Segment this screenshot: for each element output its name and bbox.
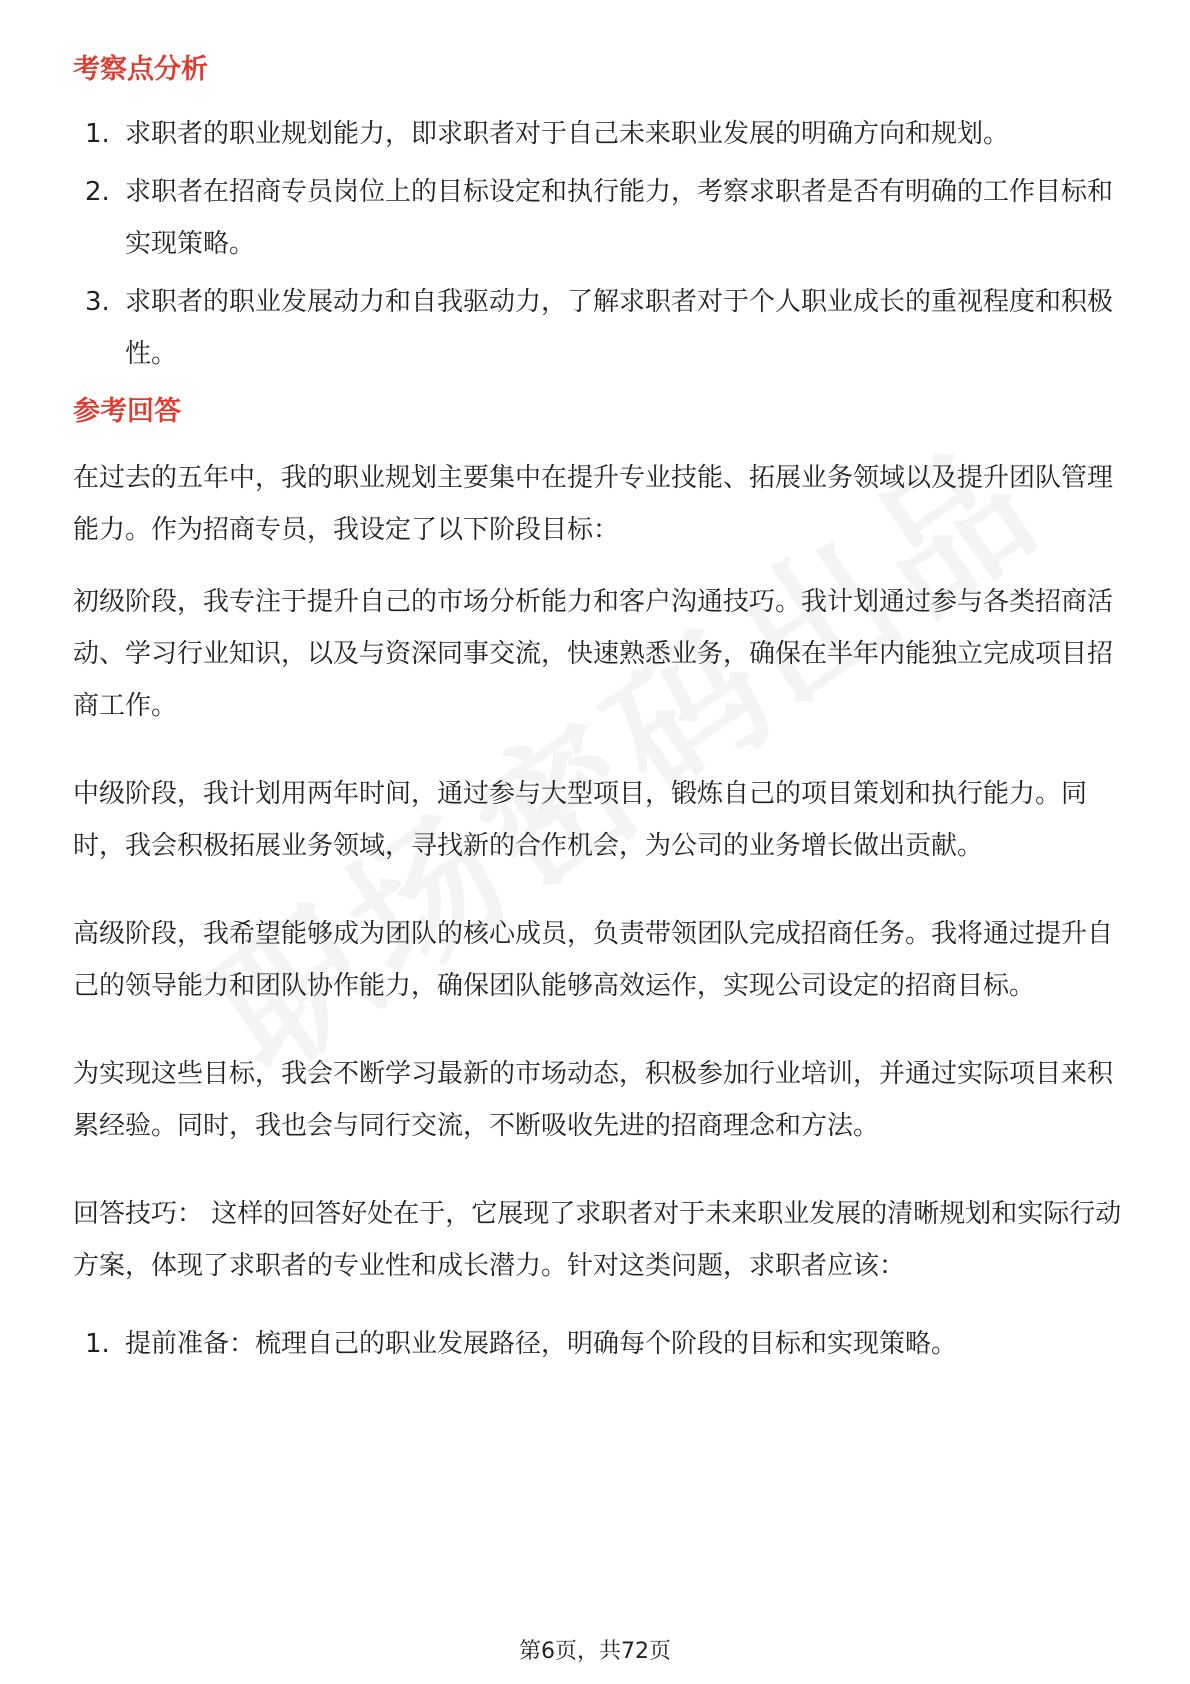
list-item-text: 求职者在招商专员岗位上的目标设定和执行能力，考察求职者是否有明确的工作目标和实现策略。	[125, 177, 1114, 259]
answer-paragraph: 初级阶段，我专注于提升自己的市场分析能力和客户沟通技巧。我计划通过参与各类招商活动、学习行业知识，以及与资深同事交流，快速熟悉业务，确保在半年内能独立完成项目招商工作。	[73, 587, 1114, 721]
section-heading-answer: 参考回答	[73, 396, 181, 427]
list-number: 1.	[85, 119, 110, 149]
document-body	[73, 44, 1125, 1376]
answer-tips-paragraph: 回答技巧： 这样的回答好处在于，它展现了求职者对于未来职业发展的清晰规划和实际行动方案，体现了求职者的专业性和成长潜力。针对这类问题，求职者应该：	[73, 1199, 1122, 1281]
answer-paragraph: 中级阶段，我计划用两年时间，通过参与大型项目，锻炼自己的项目策划和执行能力。同时，我会积极拓展业务领域，寻找新的合作机会，为公司的业务增长做出贡献。	[73, 779, 1088, 861]
answer-paragraph: 在过去的五年中，我的职业规划主要集中在提升专业技能、拓展业务领域以及提升团队管理能力。作为招商专员，我设定了以下阶段目标：	[73, 463, 1114, 545]
page-footer: 第6页，共72页	[519, 1639, 671, 1664]
list-number: 1.	[85, 1329, 110, 1359]
list-item	[73, 166, 1125, 270]
list-item	[73, 276, 1125, 380]
tips-list	[73, 1318, 1125, 1370]
analysis-list	[73, 108, 1125, 380]
list-item-text: 求职者的职业发展动力和自我驱动力，了解求职者对于个人职业成长的重视程度和积极性。	[125, 287, 1114, 369]
list-item-text: 提前准备：梳理自己的职业发展路径，明确每个阶段的目标和实现策略。	[125, 1329, 958, 1359]
answer-paragraph: 为实现这些目标，我会不断学习最新的市场动态，积极参加行业培训，并通过实际项目来积累经验。同时，我也会与同行交流，不断吸收先进的招商理念和方法。	[73, 1059, 1114, 1141]
list-number: 2.	[85, 177, 110, 207]
answer-paragraph: 高级阶段，我希望能够成为团队的核心成员，负责带领团队完成招商任务。我将通过提升自己的领导能力和团队协作能力，确保团队能够高效运作，实现公司设定的招商目标。	[73, 919, 1114, 1001]
reference-answer-section	[73, 386, 1125, 1370]
list-item	[73, 1318, 1125, 1370]
list-item-text: 求职者的职业规划能力，即求职者对于自己未来职业发展的明确方向和规划。	[125, 119, 1010, 149]
list-item	[73, 108, 1125, 160]
section-heading-analysis: 考察点分析	[73, 54, 208, 85]
list-number: 3.	[85, 287, 110, 317]
